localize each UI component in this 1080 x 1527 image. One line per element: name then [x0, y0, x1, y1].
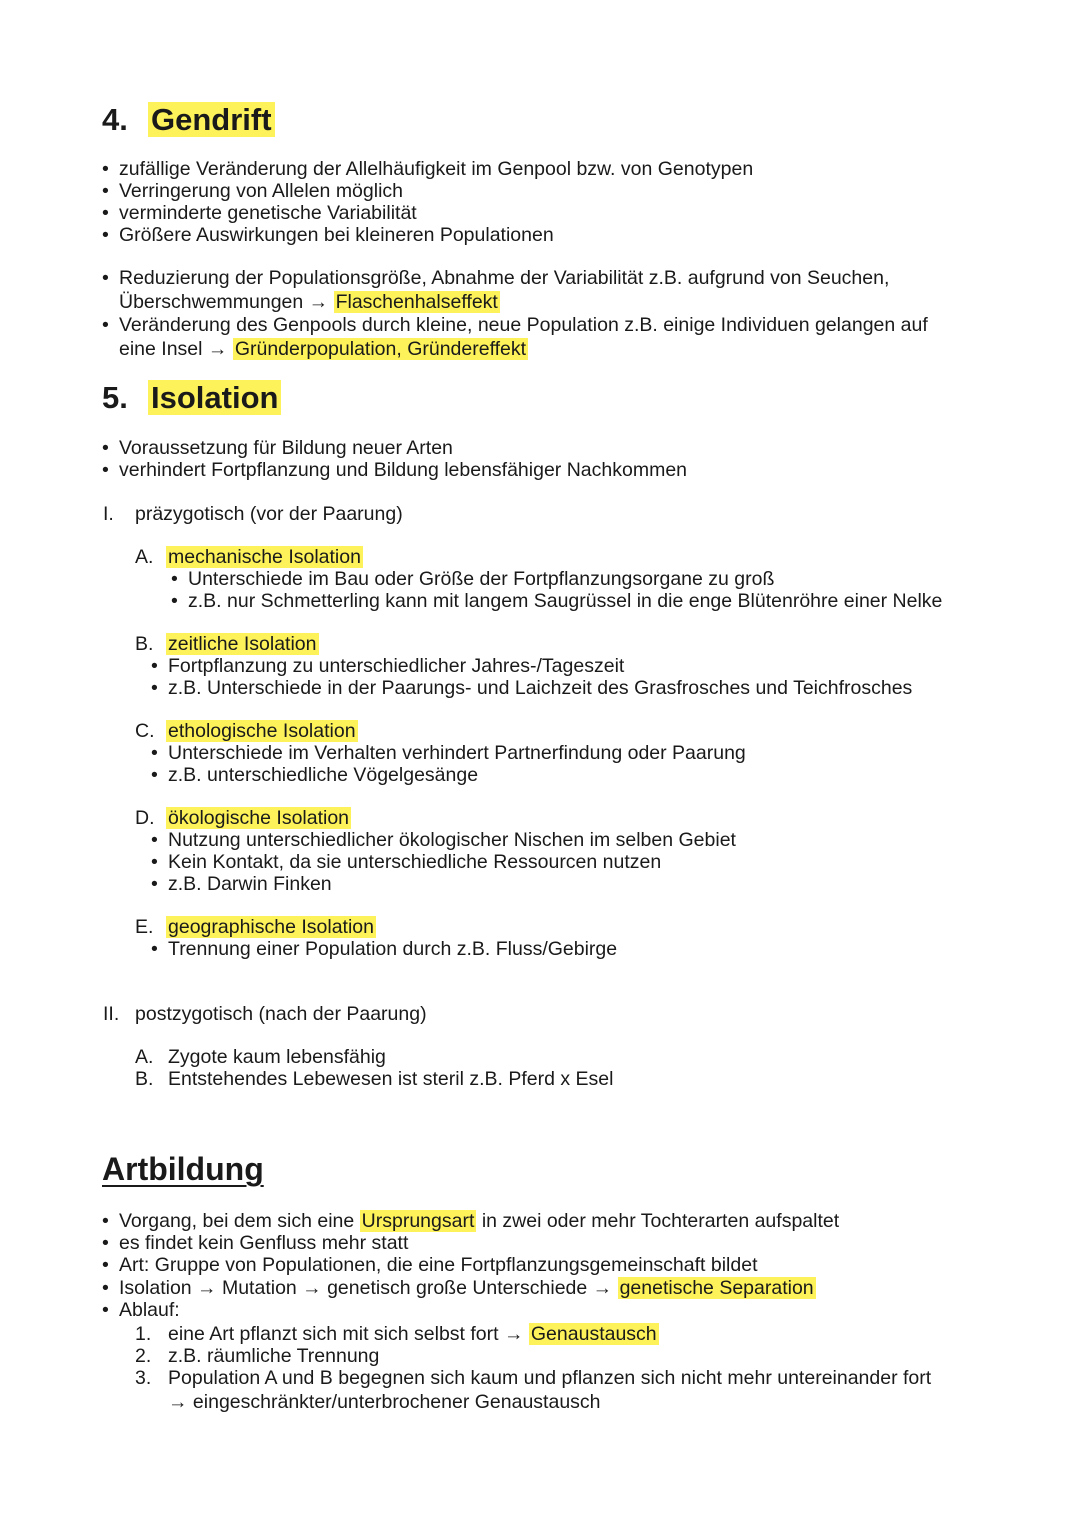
list-item: • z.B. Darwin Finken [168, 873, 332, 895]
sub-label: C. [135, 720, 155, 742]
list-item: • Ablauf: [119, 1299, 180, 1321]
text: Isolation → Mutation → genetisch große Unterschiede → [119, 1277, 613, 1299]
list-item: • z.B. unterschiedliche Vögelgesänge [168, 764, 478, 786]
sub-item: Zygote kaum lebensfähig [168, 1046, 386, 1068]
heading-gendrift [102, 102, 275, 138]
list-item: • verminderte genetische Variabilität [119, 202, 417, 224]
sub-title [166, 546, 363, 568]
highlight-term: mechanische Isolation [168, 546, 361, 568]
section-title: postzygotisch (nach der Paarung) [135, 1003, 427, 1025]
roman-numeral: II. [103, 1003, 120, 1025]
list-item-continuation [119, 291, 500, 313]
list-item [119, 1277, 816, 1299]
list-item: • Voraussetzung für Bildung neuer Arten [119, 437, 453, 459]
sub-title [166, 807, 351, 829]
list-item: • Fortpflanzung zu unterschiedlicher Jahres-/Tageszeit [168, 655, 624, 677]
list-item: • Verringerung von Allelen möglich [119, 180, 403, 202]
highlight-term: ökologische Isolation [168, 807, 350, 829]
sub-label: E. [135, 916, 154, 938]
step-number: 3. [135, 1367, 152, 1389]
list-item: • Nutzung unterschiedlicher ökologischer Nischen im selben Gebiet [168, 829, 736, 851]
sub-label: A. [135, 1046, 154, 1068]
highlight-term: Genaustausch [530, 1323, 657, 1345]
list-item: • Art: Gruppe von Populationen, die eine Fortpflanzungsgemeinschaft bildet [119, 1254, 757, 1276]
text: eine Insel → [119, 338, 228, 360]
step-text: Population A und B begegnen sich kaum und pflanzen sich nicht mehr untereinander fort [168, 1367, 932, 1389]
sub-item: Entstehendes Lebewesen ist steril z.B. Pferd x Esel [168, 1068, 614, 1090]
highlight-term: ethologische Isolation [168, 720, 356, 742]
highlight-term: Gründerpopulation, Gründereffekt [234, 338, 527, 360]
text: Vorgang, bei dem sich eine [119, 1210, 355, 1232]
sub-title [166, 720, 358, 742]
list-item: • z.B. Unterschiede in der Paarungs- und Laichzeit des Grasfrosches und Teichfrosches [168, 677, 912, 699]
list-item: • Veränderung des Genpools durch kleine, neue Population z.B. einige Individuen gelangen auf [119, 314, 928, 336]
step-number: 2. [135, 1345, 152, 1367]
sub-label: B. [135, 1068, 154, 1090]
text: eine Art pflanzt sich mit sich selbst fort → [168, 1323, 524, 1345]
heading-number: 4. [102, 102, 128, 137]
highlight-term: genetische Separation [619, 1277, 814, 1299]
heading-title: Isolation [148, 380, 281, 415]
list-item-continuation [119, 338, 528, 360]
sub-label: A. [135, 546, 154, 568]
highlight-term: Flaschenhalseffekt [335, 291, 498, 313]
highlight-term: geographische Isolation [168, 916, 374, 938]
heading-number: 5. [102, 380, 128, 415]
list-item: • Unterschiede im Bau oder Größe der Fortpflanzungsorgane zu groß [188, 568, 774, 590]
list-item: • verhindert Fortpflanzung und Bildung lebensfähiger Nachkommen [119, 459, 687, 481]
text: in zwei oder mehr Tochterarten aufspaltet [481, 1210, 840, 1232]
list-item: • es findet kein Genfluss mehr statt [119, 1232, 408, 1254]
list-item: • z.B. nur Schmetterling kann mit langem Saugrüssel in die enge Blütenröhre einer Nelke [188, 590, 942, 612]
list-item: • Kein Kontakt, da sie unterschiedliche Ressourcen nutzen [168, 851, 661, 873]
step-number: 1. [135, 1323, 152, 1345]
list-item: • Trennung einer Population durch z.B. Fluss/Gebirge [168, 938, 617, 960]
list-item: • Reduzierung der Populationsgröße, Abnahme der Variabilität z.B. aufgrund von Seuchen, [119, 267, 889, 289]
highlight-term: Ursprungsart [361, 1210, 475, 1232]
heading-artbildung: Artbildung [102, 1151, 264, 1187]
sub-label: D. [135, 807, 155, 829]
sub-title [166, 633, 319, 655]
list-item: • Unterschiede im Verhalten verhindert Partnerfindung oder Paarung [168, 742, 746, 764]
step-text-continuation: → eingeschränkter/unterbrochener Genaustausch [168, 1391, 601, 1413]
heading-isolation [102, 380, 281, 416]
sub-title [166, 916, 376, 938]
step-text [168, 1323, 659, 1345]
list-item [119, 1210, 839, 1232]
sub-label: B. [135, 633, 154, 655]
heading-title: Gendrift [148, 102, 275, 137]
list-item: • Größere Auswirkungen bei kleineren Populationen [119, 224, 554, 246]
list-item: • zufällige Veränderung der Allelhäufigkeit im Genpool bzw. von Genotypen [119, 158, 753, 180]
highlight-term: zeitliche Isolation [168, 633, 317, 655]
step-text: z.B. räumliche Trennung [168, 1345, 380, 1367]
text: Überschwemmungen → [119, 291, 329, 313]
section-title: präzygotisch (vor der Paarung) [135, 503, 403, 525]
roman-numeral: I. [103, 503, 114, 525]
